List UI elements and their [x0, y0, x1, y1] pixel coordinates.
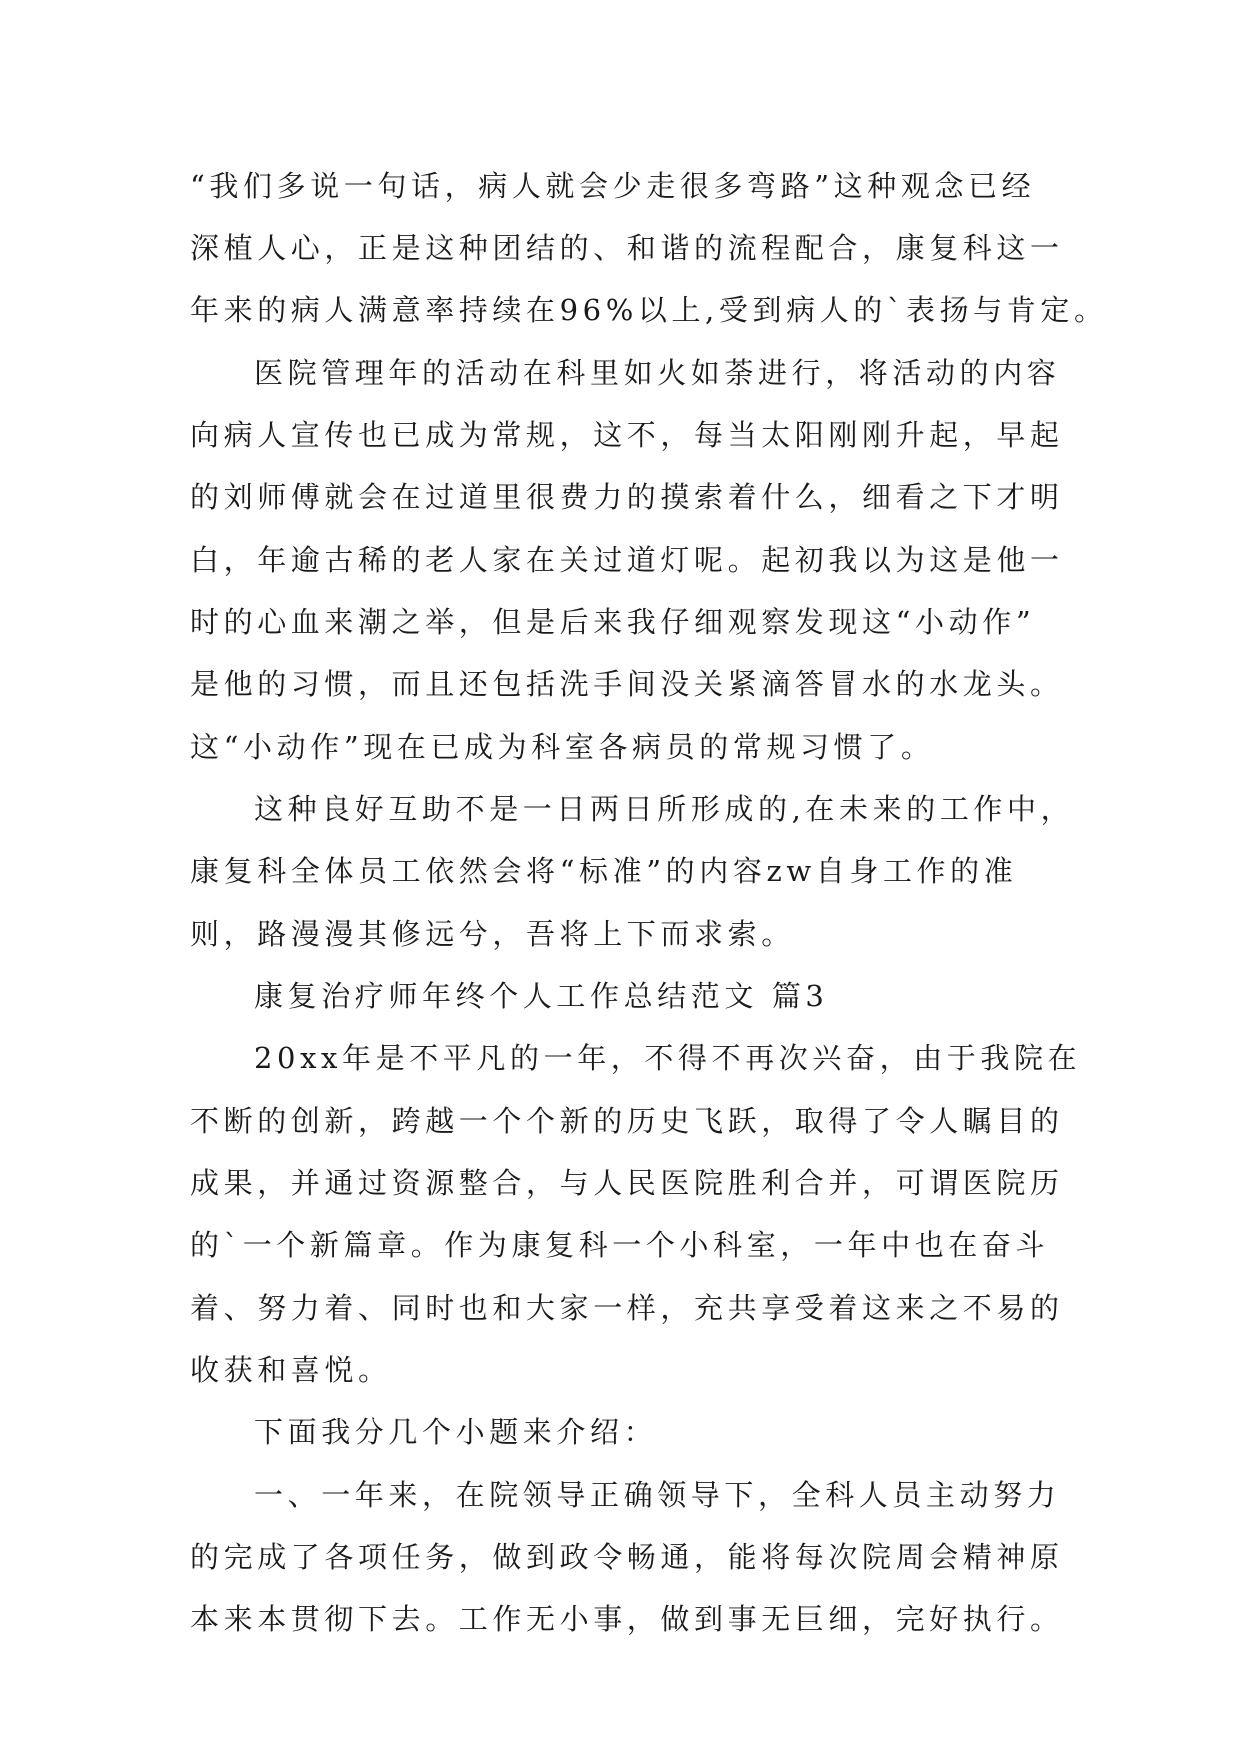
text-line: 收获和喜悦。 [190, 1353, 392, 1387]
text-line: 不断的创新，跨越一个个新的历史飞跃，取得了令人瞩目的 [190, 1104, 1064, 1138]
text-line: 这“小动作”现在已成为科室各病员的常规习惯了。 [190, 730, 935, 764]
paragraph-first-line: 医院管理年的活动在科里如火如荼进行，将活动的内容 [254, 356, 1061, 390]
paragraph-first-line: 20xx年是不平凡的一年，不得不再次兴奋，由于我院在 [254, 1041, 1082, 1075]
text-line: 的刘师傅就会在过道里很费力的摸索着什么，细看之下才明 [190, 480, 1064, 514]
text-line: 成果，并通过资源整合，与人民医院胜利合并，可谓医院历 [190, 1166, 1064, 1200]
text-line: 着、努力着、同时也和大家一样，充共享受着这来之不易的 [190, 1291, 1064, 1325]
paragraph-first-line: 下面我分几个小题来介绍： [254, 1415, 658, 1449]
text-line: “我们多说一句话，病人就会少走很多弯路”这种观念已经 [190, 169, 1036, 203]
text-line: 的完成了各项任务，做到政令畅通，能将每次院周会精神原 [190, 1540, 1064, 1574]
text-line: 本来本贯彻下去。工作无小事，做到事无巨细，完好执行。 [190, 1602, 1064, 1636]
text-line: 深植人心，正是这种团结的、和谐的流程配合，康复科这一 [190, 231, 1064, 265]
section-heading: 康复治疗师年终个人工作总结范文 篇3 [254, 979, 829, 1013]
text-line: 康复科全体员工依然会将“标准”的内容zw自身工作的准 [190, 854, 1018, 888]
text-line: 是他的习惯，而且还包括洗手间没关紧滴答冒水的水龙头。 [190, 667, 1064, 701]
paragraph-first-line: 这种良好互助不是一日两日所形成的,在未来的工作中， [254, 792, 1075, 826]
text-line: 的`一个新篇章。作为康复科一个小科室，一年中也在奋斗 [190, 1228, 1050, 1262]
text-line: 向病人宣传也已成为常规，这不，每当太阳刚刚升起，早起 [190, 418, 1064, 452]
text-line: 年来的病人满意率持续在96%以上,受到病人的`表扬与肯定。 [190, 293, 1108, 327]
text-line: 白，年逾古稀的老人家在关过道灯呢。起初我以为这是他一 [190, 543, 1064, 577]
text-line: 时的心血来潮之举，但是后来我仔细观察发现这“小动作” [190, 605, 1036, 639]
paragraph-first-line: 一、一年来，在院领导正确领导下，全科人员主动努力 [254, 1478, 1061, 1512]
text-line: 则，路漫漫其修远兮，吾将上下而求索。 [190, 917, 795, 951]
